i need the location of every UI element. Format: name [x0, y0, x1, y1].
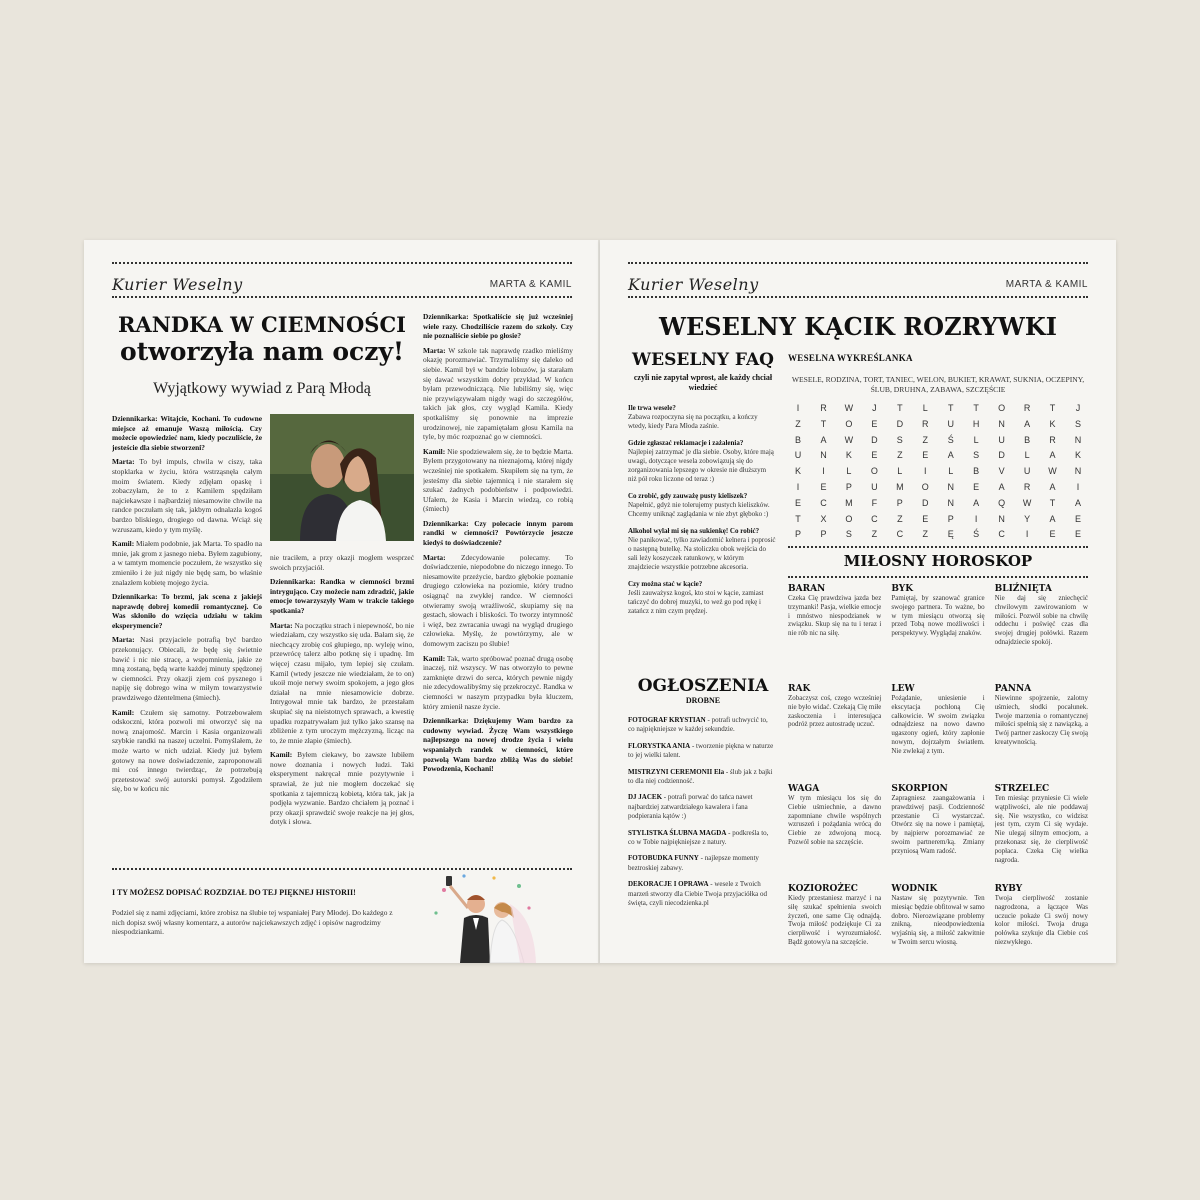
grid-row	[788, 466, 1088, 482]
grid-letter: H	[972, 418, 980, 429]
top-dotted-rule-right	[628, 262, 1088, 264]
interview-text: Spotkaliście się już wcześniej wiele razy. Chodziliście razem do szkoły. Czy nie poznaliście siebie po głosie?	[423, 312, 573, 341]
grid-letter: Ę	[947, 529, 954, 540]
faq-question: Ile trwa wesele?	[628, 404, 676, 412]
wordsearch-dotted-rule	[788, 546, 1088, 548]
headline	[112, 312, 412, 366]
grid-row	[788, 514, 1088, 530]
grid-letter: R	[1023, 403, 1031, 413]
grid-letter: U	[1023, 466, 1031, 477]
grid-letter: N	[998, 418, 1005, 429]
grid-letter: U	[794, 450, 802, 461]
grid-letter: R	[820, 403, 827, 413]
sign-name: BLIŹNIĘTA	[994, 584, 1052, 594]
grid-letter: L	[846, 466, 852, 477]
grid-row	[788, 529, 1088, 545]
left-page	[84, 240, 600, 963]
grid-letter: E	[1074, 513, 1081, 524]
masthead-names-right: MARTA & KAMIL	[1005, 278, 1088, 290]
grid-letter: L	[1024, 450, 1030, 461]
grid-letter: E	[973, 481, 980, 492]
interview-paragraph	[423, 312, 573, 341]
speaker-label: Marta:	[112, 457, 135, 467]
grid-letter: B	[973, 466, 980, 477]
faq-question: Alkohol wylał mi się na sukienkę! Co robić?	[628, 527, 760, 535]
cta-text: Podziel się z nami zdjęciami, które zrobisz na ślubie tej wspaniałej Pary Młodej. Do każdego z nich dopisz swój własny komentarz, a autorów najciekawszych zdjęć i opisów nagrodzimy niespodziankami.	[112, 908, 393, 937]
faq-answer: Nie panikować, tylko zawiadomić kelnera i poprosić o następną butelkę. Na stoliczku obok wejścia do sali leży koszyczek ratunkowy, w którym znajdziecie wszystkie potrzebne akcesoria.	[628, 536, 776, 571]
grid-letter: D	[871, 434, 878, 445]
sign-name: RYBY	[994, 884, 1023, 894]
grid-letter: A	[820, 434, 827, 445]
speaker-label: Marta:	[270, 620, 293, 630]
speaker-label: Marta:	[423, 345, 446, 355]
horoscope-title: MIŁOSNY HOROSKOP	[843, 552, 1033, 570]
interview-text: Witajcie, Kochani. To cudowne miejsce aż emanuje Waszą miłością. Czy możecie opowiedzieć nam, kiedy poczuliście, że jesteście dla siebie stworzeni?	[112, 414, 262, 452]
grid-letter: L	[897, 466, 903, 477]
grid-letter: C	[871, 513, 878, 524]
grid-letter: T	[1049, 403, 1056, 413]
interview-text: nie traciłem, a przy okazji mogłem wesprzeć swoich przyjaciół.	[270, 553, 414, 572]
masthead-dotted-rule-right	[628, 296, 1088, 298]
sign-text: Zobaczysz coś, czego wcześniej nie było widać. Czekają Cię miłe zaskoczenia i interesująca podróż przez autostradę uczuć.	[788, 694, 882, 729]
grid-letter: I	[796, 481, 800, 492]
ad-name: DJ JACEK	[628, 793, 663, 802]
ad-text: - potrafi uchwycić to, co najpiękniejsze w każdej sekundzie.	[628, 716, 768, 734]
faq-title: WESELNY FAQ	[632, 350, 774, 370]
speaker-label: Kamil:	[112, 707, 135, 717]
grid-letter: A	[1049, 450, 1056, 461]
grid-letter: E	[922, 513, 929, 524]
grid-letter: I	[1025, 529, 1029, 540]
ad-text: - ślub jak z bajki to dla niej codzienność.	[628, 767, 773, 786]
grid-letter: C	[998, 529, 1005, 540]
grid-letter: C	[896, 529, 904, 540]
ad-item	[628, 716, 776, 735]
interview-paragraph	[112, 539, 262, 587]
ad-name: FLORYSTKA ANIA	[628, 741, 691, 750]
interview-text: Nasi przyjaciele potrafią być bardzo przekonujący. Obiecali, że będę się świetnie bawić i nic nie stracę, a wspomnienia, jakie ze mną zostaną, będą warte każdej minuty spędzonej w ciemności. Przy okazji zjem coś pysznego i napiję się dobrego wina w miłym towarzystwie prawdziwego dżentelmena (śmiech).	[112, 635, 262, 703]
grid-letter: P	[896, 497, 903, 508]
sign-name: KOZIOROŻEC	[788, 884, 858, 894]
grid-letter: L	[922, 403, 928, 413]
horoscope-sign	[891, 584, 984, 678]
interview-paragraph	[112, 457, 262, 534]
sign-text: Pamiętaj, by szanować granice swojego partnera. To ważne, bo w tym miesiącu otworzą się przed Tobą nowe możliwości i perspektywy. Wyglądaj znaków.	[891, 594, 985, 638]
grid-letter: E	[794, 497, 801, 508]
interview-paragraph	[270, 621, 414, 746]
faq-answer: Zabawa rozpoczyna się na początku, a kończy wtedy, kiedy Para Młoda zaśnie.	[628, 413, 758, 430]
grid-letter: D	[922, 497, 929, 508]
grid-letter: N	[820, 450, 827, 461]
speaker-label: Kamil:	[270, 750, 293, 760]
faq-answer: Jeśli zauważysz kogoś, kto stoi w kącie, zamiast tańczyć do dobrej muzyki, to weź go pod rękę i zatańcz z nim czym prędzej.	[628, 589, 764, 615]
grid-letter: U	[947, 418, 954, 429]
interview-paragraph	[112, 414, 262, 452]
grid-letter: R	[1049, 434, 1056, 445]
grid-letter: A	[1024, 418, 1031, 429]
interview-paragraph	[270, 553, 414, 572]
grid-letter: O	[921, 481, 929, 492]
sign-text: Ten miesiąc przyniesie Ci wiele wątpliwości, ale nie poddawaj się. Nie wszystko, co widzisz jest tym, czym Ci się wydaje. Nie ulegaj silnym emocjom, a przekonasz się, że cierpliwość popłaca. Czeka Cię wielka nagroda.	[994, 794, 1088, 864]
grid-letter: E	[871, 418, 878, 429]
grid-row	[788, 403, 1088, 419]
grid-row	[788, 450, 1088, 466]
masthead-title-right: Kurier Weselny	[628, 274, 759, 294]
sign-text: Pożądanie, uniesienie i ekscytacja pochłoną Cię całkowicie. W swoim związku odnajdziesz na nowo dawno ugaszony ogień, który zapłonie nowym, dojrzałym światłem. Nie zwlekaj z tym.	[891, 694, 985, 755]
grid-letter: Z	[897, 513, 903, 524]
grid-letter: U	[998, 434, 1005, 445]
ad-name: STYLISTKA ŚLUBNA MAGDA	[628, 828, 727, 837]
interview-text: Byłem ciekawy, bo zawsze lubiłem nowe doznania i nowych ludzi. Taki eksperyment nakręcał mnie pozytywnie i sprawiał, że już nie mogłem doczekać się spotkania z tajemniczą kobietą, która tak, jak ja podjęła wyzwanie. Bardzo chciałem ją poznać i przy okazji sprawdzić swoje reakcje na jej głos, dotyk i słowa.	[270, 750, 414, 827]
sign-text: Zapragniesz zaangażowania i prawdziwej pasji. Codzienność przestanie Ci wystarczać. Otwórz się na nowe i pamiętaj, by najpierw porozmawiać ze swoim partnerem/ką. Zmiany przyniosą Wam radość.	[891, 794, 985, 855]
sign-name: WAGA	[788, 784, 820, 794]
ad-name: MISTRZYNI CEREMONII Ela	[628, 767, 725, 776]
masthead-names: MARTA & KAMIL	[489, 278, 572, 290]
interview-paragraph	[270, 577, 414, 615]
ad-item	[628, 768, 776, 787]
ad-text: - podkreśla to, co w Tobie najpiękniejsze z natury.	[628, 828, 769, 847]
interview-text: Na początku strach i niepewność, bo nie wiedziałam, czy wszystko się uda. Bałam się, że niechcący zrobię coś głupiego, np. wyleję wino, przewrócę talerz albo potknę się i upadnę. Im więcej czasu mijało, tym lepiej się czułam. Kamil (wtedy jeszcze nie wiedziałam, że to on) ukoił moje nerwy swoim spokojem, a jego głos działał na mnie niesamowicie dobrze. Intrygował mnie tak bardzo, że przestałam skupiać się na nieistotnych sprawach, a kwestię upadku rozpatrywałam już tylko jako szansę na zbliżenie z tym uroczym mężczyzną, licząc na to, że mnie złapie (śmiech).	[270, 620, 414, 745]
faq-subtitle: czyli nie zapytał wprost, ale każdy chciał wiedzieć	[633, 373, 773, 392]
grid-letter: D	[896, 418, 904, 429]
wordsearch-grid	[788, 403, 1088, 545]
grid-letter: I	[924, 466, 927, 477]
grid-letter: O	[845, 513, 853, 524]
grid-letter: W	[1022, 497, 1032, 508]
grid-letter: I	[1076, 481, 1080, 492]
grid-letter: P	[947, 513, 954, 524]
grid-letter: Y	[1024, 513, 1031, 524]
grid-letter: U	[871, 481, 878, 492]
speaker-label: Kamil:	[423, 653, 446, 663]
ad-name: DEKORACJE I OPRAWA	[628, 880, 709, 889]
sign-name: RAK	[788, 684, 811, 694]
grid-letter: B	[794, 434, 801, 445]
grid-letter: D	[998, 450, 1005, 461]
interview-text: Dziękujemy Wam bardzo za cudowny wywiad. Życzę Wam wszystkiego najlepszego na nowej drodze życia i wielu wspaniałych randek w ciemności, które pozwolą Wam bardzo zbliżą Was do siebie! Powodzenia, Kochani!	[423, 716, 573, 774]
interview-text: Randka w ciemności brzmi intrygująco. Czy możecie nam zdradzić, jakie emocje towarzyszyły Wam w trakcie takiego spotkania?	[270, 577, 414, 615]
faq-question: Gdzie zgłaszać reklamacje i zażalenia?	[628, 439, 744, 447]
grid-letter: P	[794, 529, 801, 540]
grid-letter: N	[998, 513, 1005, 524]
horoscope-sign	[891, 884, 984, 978]
grid-letter: E	[1049, 529, 1056, 540]
sign-name: BARAN	[788, 584, 826, 594]
horoscope-sign	[788, 784, 881, 878]
interview-text: Zdecydowanie polecamy. To doświadczenie, niepodobne do niczego innego. To niesamowite przeżycie, bardzo głębokie poznanie drugiego człowieka na poziomie, który trudno osiągnąć na zwykłej randce. W ciemności otwieramy swoją wrażliwość, skupiamy się na gestach, słowach i bliskości. To tworzy intymność i więź, bez zwracania uwagi na wygląd drugiego człowieka. Myślę, że powtórzymy, ale w domowym zaciszu po ślubie!	[423, 552, 573, 648]
grid-letter: P	[820, 529, 827, 540]
interview-column-1	[112, 414, 262, 864]
sign-name: BYK	[891, 584, 914, 594]
grid-letter: F	[871, 497, 878, 508]
grid-letter: A	[1049, 481, 1056, 492]
interview-paragraph	[423, 716, 573, 774]
interview-text: To był impuls, chwila w ciszy, taka stopklarka w życiu, która wstrząsnęła całym moim światem. Kiedy zdjęłam opaskę i zobaczyłam, że to z Kamilem spędziłam najciekawsze i najbardziej niesamowite chwile na randce poczułam się tak, jakbym odnalazła kogoś bardzo bliskiego, drogiego od dawna. Wciąż się wzruszam, kiedo y tym myślę.	[112, 457, 262, 534]
faq-item	[628, 580, 776, 616]
grid-letter: M	[896, 481, 904, 492]
speaker-label: Marta:	[112, 635, 135, 645]
cta-title: I TY MOŻESZ DOPISAĆ ROZDZIAŁ DO TEJ PIĘKNEJ HISTORII!	[112, 888, 356, 897]
horoscope-sign	[995, 684, 1088, 778]
grid-letter: L	[948, 466, 954, 477]
speaker-label: Dziennikarka:	[423, 518, 469, 528]
interview-text: Miałem podobnie, jak Marta. To spadło na mnie, jak grom z jasnego nieba. Byłem zagubiony, a w tamtym momencie poczułem, że wszystko się zmieniło i że już nigdy nie będę sam, bo właśnie znalazłem kobietę mojego życia.	[112, 539, 262, 587]
grid-letter: S	[1074, 418, 1081, 429]
sign-name: PANNA	[994, 684, 1032, 694]
interview-paragraph	[112, 592, 262, 630]
grid-letter: S	[973, 450, 980, 461]
horoscope-sign	[891, 784, 984, 878]
ad-text: - tworzenie piękna w naturze to jej wielki talent.	[628, 741, 774, 760]
sign-text: Kiedy przestaniesz marzyć i na siłę szukać spełnienia swoich życzeń, one same Cię odnajdą. Twoja miłość podziękuje Ci za cierpliwość i wyrozumiałość. Bądź gotowy/a na szczęście.	[788, 894, 882, 946]
sign-name: WODNIK	[891, 884, 938, 894]
grid-letter: K	[1074, 450, 1081, 461]
horoscope-grid	[788, 584, 1088, 978]
grid-letter: A	[973, 497, 980, 508]
speaker-label: Marta:	[423, 552, 446, 562]
horoscope-sign	[891, 684, 984, 778]
grid-letter: Ś	[973, 529, 980, 540]
grid-letter: P	[845, 481, 852, 492]
grid-letter: R	[1023, 481, 1031, 492]
wordsearch-words: WESELE, RODZINA, TORT, TANIEC, WELON, BUKIET, KRAWAT, SUKNIA, OCZEPINY, ŚLUB, DRUHNA, ZABAWA, SZCZĘŚCIE	[791, 375, 1085, 394]
grid-letter: T	[820, 418, 827, 429]
sign-text: Twoja cierpliwość zostanie nagrodzona, a łączące Was uczucie pokaże Ci swój nowy kolor miłości. Twoja druga połówka szykuje dla Ciebie coś niezwykłego.	[994, 894, 1088, 946]
grid-letter: S	[845, 529, 852, 540]
sign-text: Niewinne spojrzenie, zalotny uśmiech, słodki pocałunek. Twoje marzenia o romantycznej miłości spełnią się z nawiązką, a Twój partner zaskoczy Cię swoją kreatywnością.	[994, 694, 1088, 746]
ad-item	[628, 880, 776, 908]
grid-row	[788, 419, 1088, 435]
subheadline: Wyjątkowy wywiad z Parą Młodą	[153, 380, 371, 397]
grid-letter: Q	[998, 497, 1006, 508]
grid-letter: L	[973, 434, 979, 445]
grid-letter: A	[947, 450, 954, 461]
ad-text: - najlepsze momenty beztroskiej zabawy.	[628, 854, 759, 872]
grid-letter: Z	[897, 450, 903, 461]
ad-item	[628, 793, 776, 821]
speaker-label: Kamil:	[423, 446, 446, 456]
ads-subtitle: DROBNE	[685, 696, 721, 705]
grid-letter: O	[998, 403, 1006, 413]
grid-letter: I	[796, 403, 800, 413]
grid-letter: O	[845, 418, 853, 429]
grid-letter: N	[947, 497, 954, 508]
masthead-dotted-rule	[112, 296, 572, 298]
faq-answer: Najlepiej zatrzymać je dla siebie. Osoby, które mają uwagi, dotyczące wesela zobowiązują się do zorganizowania lepszego w okresie nie dłuższym niż pół roku liczone od teraz :)	[628, 448, 774, 483]
grid-letter: A	[1049, 513, 1056, 524]
sign-text: Nastaw się pozytywnie. Ten miesiąc będzie obfitował w samo dobro. Nierozwiązane problemy znikną, nieodpowiedzenia wyjaśnią się, a miłość zakwitnie w Twoim sercu wiosną.	[891, 894, 985, 946]
grid-letter: Ś	[947, 434, 954, 445]
grid-letter: A	[998, 481, 1005, 492]
grid-letter: Z	[871, 529, 878, 540]
grid-letter: W	[844, 403, 854, 413]
grid-letter: E	[922, 450, 929, 461]
grid-row	[788, 498, 1088, 514]
faq-list	[628, 404, 776, 624]
grid-letter: Z	[795, 418, 801, 429]
faq-item	[628, 527, 776, 572]
masthead-title: Kurier Weselny	[112, 274, 243, 294]
speaker-label: Dziennikarka:	[423, 716, 469, 726]
interview-paragraph	[112, 708, 262, 794]
grid-letter: J	[872, 403, 877, 413]
sign-text: Czeka Cię prawdziwa jazda bez trzymanki! Pasja, wielkie emocje i mnóstwo niespodzianek w związku. Skup się na tu i teraz i nie rób nic na siłę.	[788, 594, 882, 638]
ad-text: - wesele z Twoich marzeń stworzy dla Ciebie Twoja przyjaciółka od święta, czyli niecodzienka.pl	[628, 880, 767, 908]
grid-letter: J	[1075, 403, 1081, 413]
grid-letter: E	[1074, 529, 1081, 540]
grid-row	[788, 435, 1088, 451]
interview-column-2	[270, 553, 414, 863]
ad-text: - potrafi porwać do tańca nawet najbardziej zatwardziałego kawalera i fana podpierania kątów :)	[628, 793, 753, 821]
grid-letter: O	[870, 466, 878, 477]
interview-paragraph	[423, 654, 573, 712]
sign-name: STRZELEC	[994, 784, 1050, 794]
interview-text: Tak, warto spróbować poznać drugą osobę inaczej, niż wszyscy. W nas otworzyło to pewne zamknięte drzwi do serca, których pewnie nigdy nie zdecydowalibyśmy się przekroczyć. Randka w ciemności w naszym przypadku była kluczem, który zmienił nasze życie.	[423, 653, 573, 711]
interview-paragraph	[423, 553, 573, 649]
speaker-label: Kamil:	[112, 539, 135, 549]
wordsearch-title: WESELNA WYKREŚLANKA	[788, 353, 913, 363]
sign-text: W tym miesiącu los się do Ciebie uśmiechnie, a dawno zapomniane chwile wspólnych wzruszeń i pożądania wrócą do Ciebie ze zdwojoną mocą. Pozwól sobie na szczęście.	[788, 794, 882, 846]
horoscope-sign	[788, 884, 881, 978]
grid-letter: T	[947, 403, 954, 413]
interview-text: Nie spodziewałem się, że to będzie Marta. Byłem przygotowany na nieznajomą, której nigdy wcześniej nie spotkałem. Skupiłem się na tym, że jesteśmy dla siebie tajemnicą i nie starałem się szukać żadnych podobieństw i podpowiedzi. Ufałem, że Kasia i Marcin wiedzą, co robią (śmiech)	[423, 446, 573, 514]
horoscope-sign	[995, 884, 1088, 978]
interview-paragraph	[112, 635, 262, 702]
grid-letter: I	[974, 513, 978, 524]
grid-letter: N	[1074, 466, 1082, 477]
interview-paragraph	[423, 447, 573, 514]
interview-text: W szkole tak naprawdę rzadko mieliśmy okazję porozmawiać. Trzymaliśmy się daleko od siebie. Kamil był w bandzie łobuzów, ja starałam się dawać wszystkim dobry przykład. W końcu byłam przewodniczącą. Nie lubiliśmy się, więc nie przywiązywałam nigdy wagi do szczegółów, takich jak głos, czy wygląd Kamila. Kiedy spotkaliśmy się ponownie na imprezie urodzinowej, nie zapamiętałam głosu Kamila na tyle, by móc rozpoznać go w ciemności.	[423, 345, 573, 442]
sign-text: Nie daj się zniechęcić chwilowym zawirowaniom w miłości. Pozwól sobie na chwilę oddechu i poświęć czas dla swojej drugiej połówki. Razem odnajdziecie spokój.	[994, 594, 1088, 646]
page-title: WESELNY KĄCIK ROZRYWKI	[659, 312, 1057, 341]
speaker-label: Dziennikarka:	[112, 414, 158, 423]
interview-text: Czy polecacie innym parom randki w ciemności? Powtórzycie jeszcze kiedyś to doświadczenie?	[423, 518, 573, 548]
couple-selfie-illustration	[424, 868, 544, 963]
grid-letter: S	[896, 434, 903, 445]
faq-item	[628, 439, 776, 484]
grid-letter: K	[1049, 418, 1056, 429]
sign-name: LEW	[891, 684, 915, 694]
faq-question: Czy można stać w kącie?	[628, 580, 703, 588]
headline-line1: RANDKA W CIEMNOŚCI	[117, 312, 407, 337]
grid-letter: K	[845, 450, 852, 461]
grid-letter: M	[845, 497, 853, 508]
grid-letter: T	[795, 513, 801, 524]
grid-letter: B	[1024, 434, 1031, 445]
faq-item	[628, 492, 776, 519]
horoscope-sign	[995, 784, 1088, 878]
interview-column-3	[423, 312, 573, 867]
horoscope-sign	[788, 684, 881, 778]
grid-letter: T	[1049, 497, 1056, 508]
ads-list	[628, 716, 776, 916]
ads-title: OGŁOSZENIA	[637, 676, 769, 696]
faq-answer: Napełnić, gdyż nie tolerujemy pustych kieliszków. Chcemy uniknąć zaglądania w nie zbyt głęboko :)	[628, 501, 770, 518]
faq-item	[628, 404, 776, 431]
ad-item	[628, 742, 776, 761]
speaker-label: Dziennikarka:	[112, 592, 158, 602]
grid-letter: R	[922, 418, 929, 429]
grid-letter: A	[1074, 497, 1081, 508]
interview-text: To brzmi, jak scena z jakiejś naprawdę dobrej komedii romantycznej. Co Was skłoniło do wzięcia udziału w takim eksperymencie?	[112, 592, 262, 630]
ad-item	[628, 829, 776, 848]
interview-paragraph	[423, 519, 573, 548]
grid-letter: N	[1074, 434, 1082, 445]
grid-letter: T	[897, 403, 903, 413]
grid-letter: W	[1048, 466, 1057, 477]
speaker-label: Dziennikarka:	[423, 312, 469, 321]
horoscope-sign	[788, 584, 881, 678]
grid-letter: N	[947, 481, 954, 492]
grid-letter: V	[998, 466, 1005, 477]
horoscope-dotted-rule	[788, 576, 1088, 578]
ad-name: FOTOGRAF KRYSTIAN	[628, 716, 706, 724]
speaker-label: Dziennikarka:	[270, 577, 316, 587]
ad-name: FOTOBUDKA FUNNY	[628, 854, 699, 863]
grid-letter: W	[844, 434, 854, 445]
horoscope-sign	[995, 584, 1088, 678]
interview-text: Czułem się samotny. Potrzebowałem odskoczni, która pozwoli mi otworzyć się na nową znajomość. Marcin i Kasia organizowali szybkie randki na naszej uczelni. Pomyślałem, że może warto w nich udział. Kiedy już byłem gotowy na nowe doświadczenie, zaproponowali mi coś innego twierdząc, że potrzebują przetestować swój autorski pomysł. Zgodziłem się, bo w końcu nic	[112, 707, 262, 794]
grid-letter: T	[973, 403, 979, 413]
grid-letter: C	[820, 497, 827, 508]
grid-letter: X	[820, 513, 827, 524]
faq-question: Co zrobić, gdy zauważę pusty kieliszek?	[628, 492, 748, 500]
grid-row	[788, 482, 1088, 498]
headline-line2: otworzyła nam oczy!	[120, 337, 404, 366]
grid-letter: K	[794, 466, 801, 477]
ad-item	[628, 854, 776, 873]
right-page	[600, 240, 1116, 963]
interview-paragraph	[423, 346, 573, 442]
grid-letter: I	[822, 466, 825, 477]
sign-name: SKORPION	[891, 784, 948, 794]
grid-letter: E	[820, 481, 827, 492]
grid-letter: Z	[922, 434, 929, 445]
couple-photo-image	[270, 414, 414, 541]
grid-letter: Z	[922, 529, 929, 540]
grid-letter: E	[871, 450, 878, 461]
couple-photo	[270, 414, 414, 541]
top-dotted-rule	[112, 262, 572, 264]
interview-paragraph	[270, 750, 414, 827]
